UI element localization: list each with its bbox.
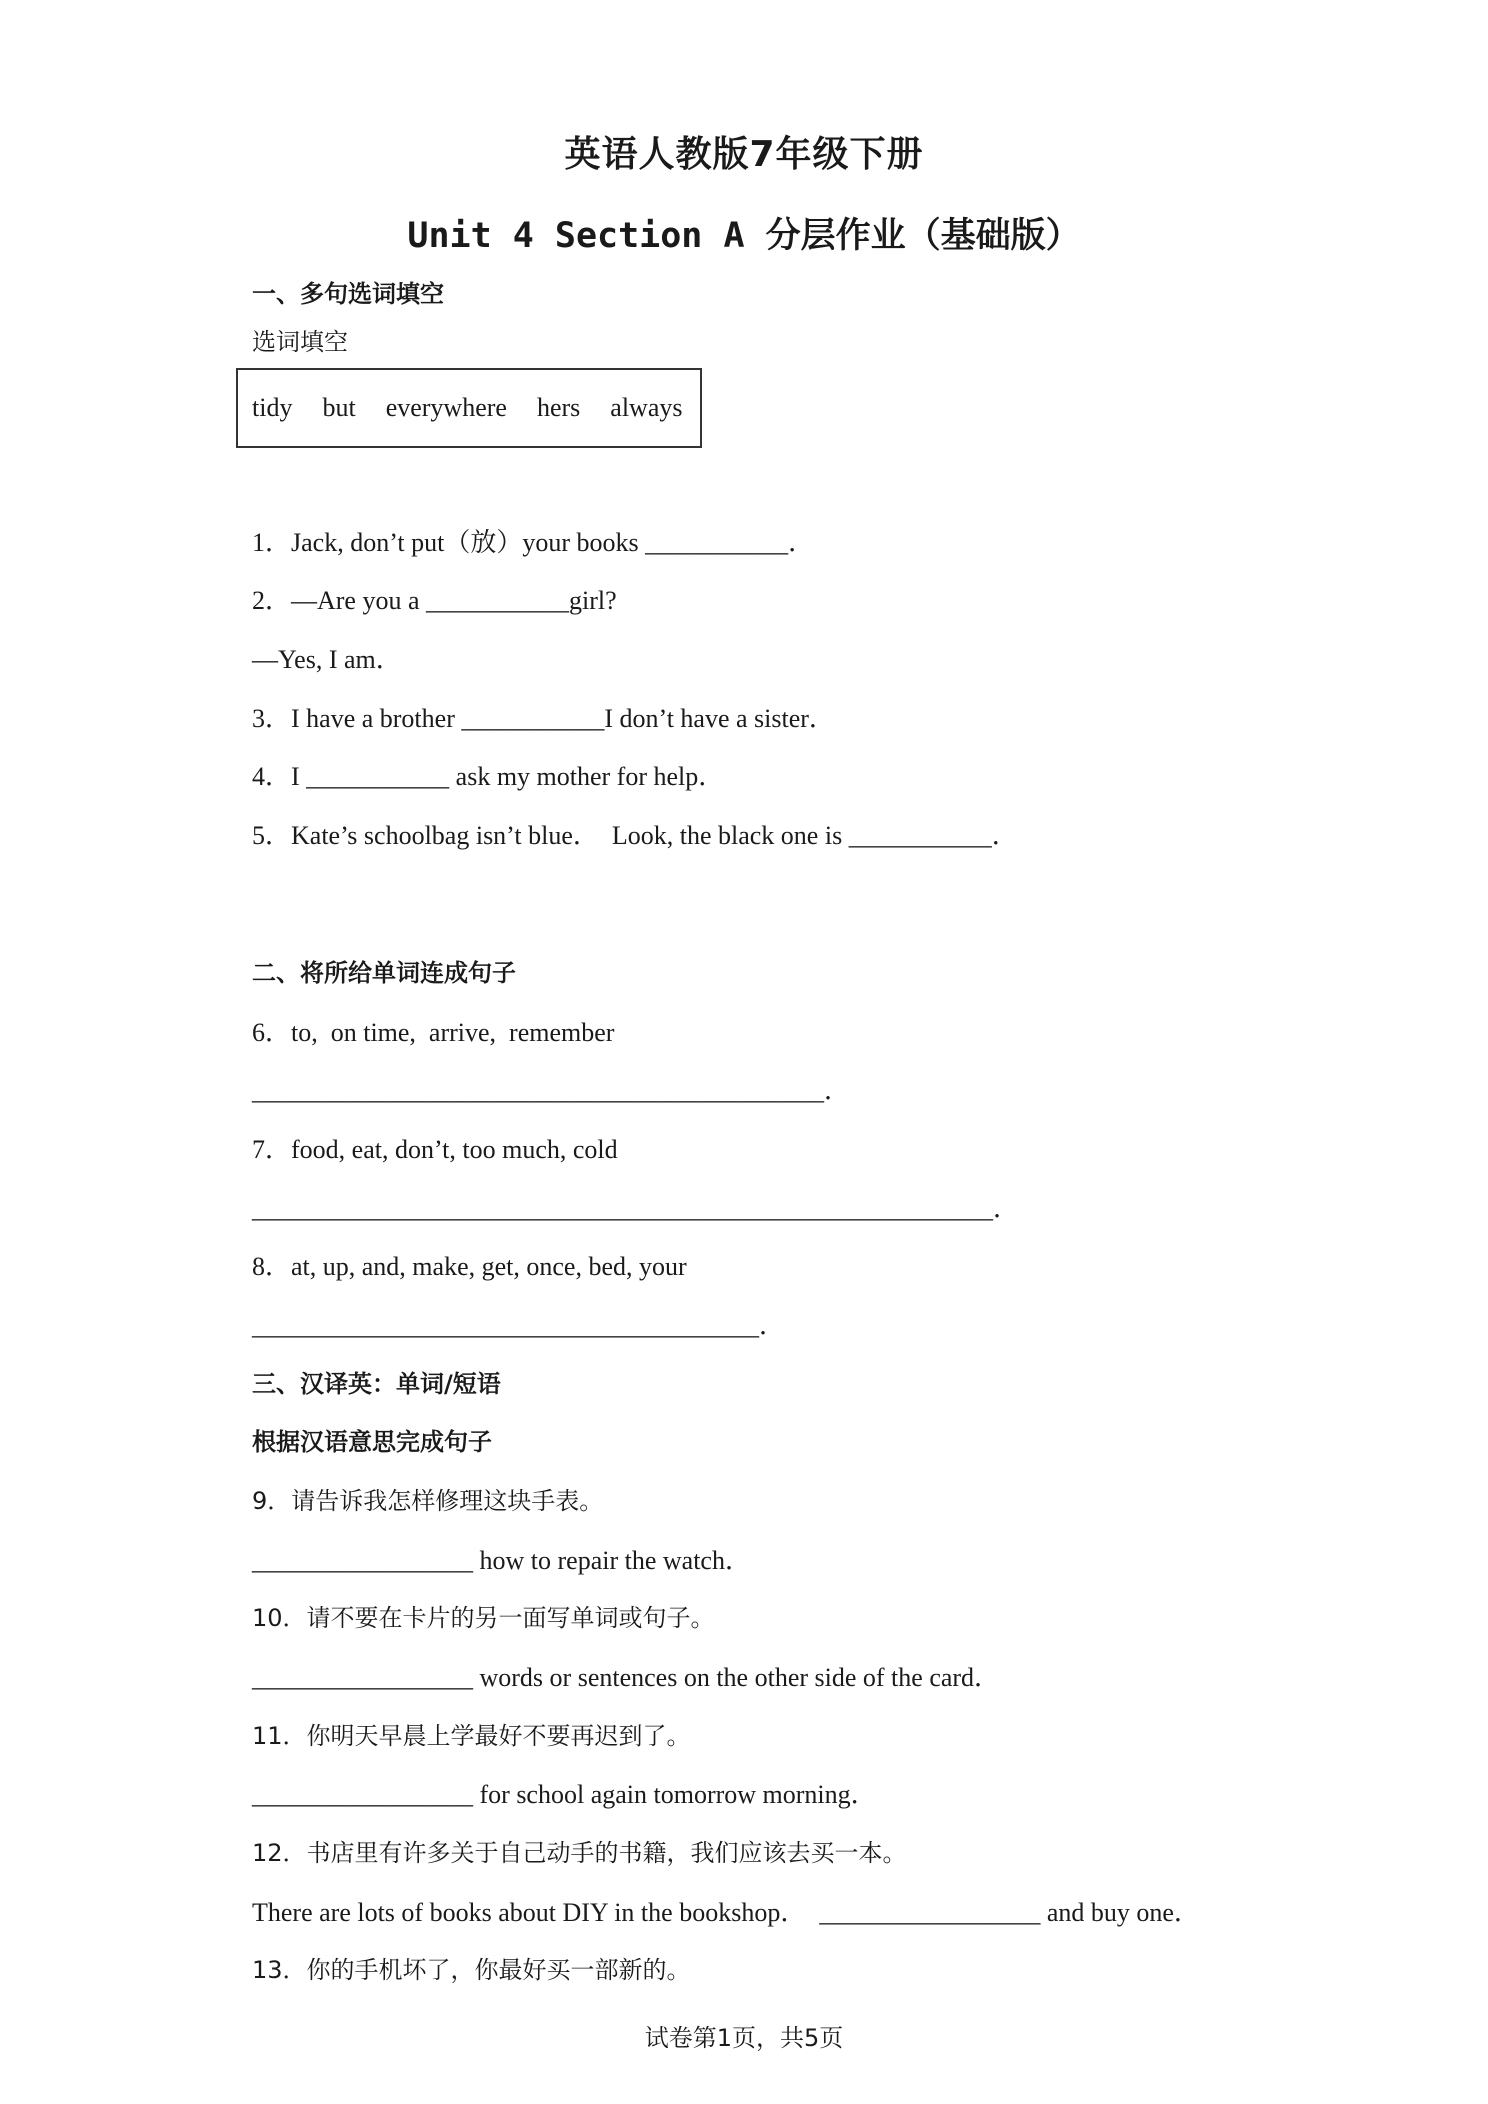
question-6: 6．to, on time, arrive, remember (252, 1018, 615, 1047)
question-7-answer-line: _________________________________________________________． (252, 1194, 1019, 1223)
page-title: 英语人教版7年级下册 (564, 134, 924, 175)
question-11-answer-line: _________________ for school again tomorrow morning． (252, 1780, 877, 1809)
question-4: 4．I ___________ ask my mother for help． (252, 762, 725, 791)
question-12: 12．书店里有许多关于自己动手的书籍，我们应该去买一本。 (252, 1839, 907, 1867)
section-1-instruction: 选词填空 (252, 328, 348, 356)
section-3-subheading: 根据汉语意思完成句子 (252, 1428, 492, 1456)
question-1: 1．Jack, don’t put（放）your books ___________． (252, 528, 815, 557)
word-bank-word: tidy (252, 393, 293, 422)
page-footer: 试卷第1页，共5页 (644, 2024, 844, 2052)
question-10: 10．请不要在卡片的另一面写单词或句子。 (252, 1604, 715, 1632)
question-11: 11．你明天早晨上学最好不要再迟到了。 (252, 1722, 691, 1750)
question-3: 3．I have a brother ___________I don’t have a sister． (252, 704, 835, 733)
word-bank-word: but (322, 393, 356, 422)
word-bank-box (236, 368, 702, 448)
word-bank-word: hers (536, 393, 581, 422)
question-5: 5．Kate’s schoolbag isn’t blue． Look, the black one is ___________． (252, 821, 1018, 850)
question-8-answer-line: _______________________________________． (252, 1311, 785, 1340)
question-2: 2．—Are you a ___________girl? (252, 586, 617, 615)
question-8: 8．at, up, and, make, get, once, bed, your (252, 1252, 687, 1281)
section-1-heading: 一、多句选词填空 (252, 280, 444, 308)
question-12-answer-line: There are lots of books about DIY in the bookshop． _________________ and buy one． (252, 1898, 1200, 1927)
question-6-answer-line: ____________________________________________． (252, 1076, 850, 1105)
question-9: 9．请告诉我怎样修理这块手表。 (252, 1487, 604, 1515)
word-bank-word: everywhere (385, 393, 507, 422)
question-13: 13．你的手机坏了，你最好买一部新的。 (252, 1956, 691, 1984)
section-3-heading: 三、汉译英：单词/短语 (252, 1370, 501, 1398)
word-bank-word: always (610, 393, 683, 422)
question-7: 7．food, eat, don’t, too much, cold (252, 1135, 618, 1164)
question-2-answer: —Yes, I am． (252, 645, 402, 674)
question-10-answer-line: _________________ words or sentences on the other side of the card． (252, 1663, 1001, 1692)
page-subtitle: Unit 4 Section A 分层作业（基础版） (407, 216, 1081, 256)
section-2-heading: 二、将所给单词连成句子 (252, 959, 516, 987)
question-9-answer-line: _________________ how to repair the watch． (252, 1546, 751, 1575)
